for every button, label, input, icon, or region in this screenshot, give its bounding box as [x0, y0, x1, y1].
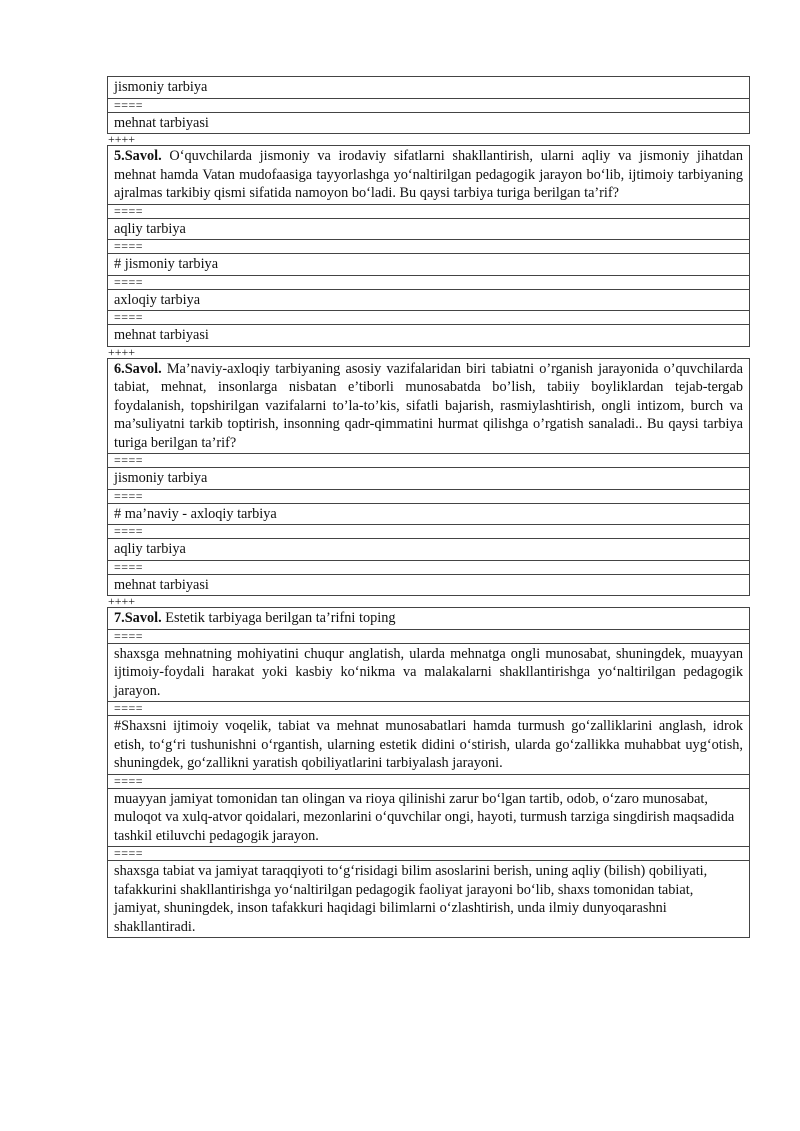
block-divider: ++++ — [108, 594, 136, 608]
question-text — [108, 146, 749, 204]
separator-row: ==== — [108, 774, 749, 788]
question-block — [107, 145, 750, 347]
separator-row: ==== — [108, 310, 749, 324]
question-text — [108, 359, 749, 454]
separator-row: ==== — [108, 489, 749, 503]
separator-row: ==== — [108, 275, 749, 289]
answer-option: axloqiy tarbiya — [108, 289, 749, 311]
answer-option: aqliy tarbiya — [108, 538, 749, 560]
separator-row: ==== — [108, 239, 749, 253]
answer-option: shaxsga tabiat va jamiyat taraqqiyoti to‘g‘risidagi bilim asoslarini berish, uning aqliy (bilish) qobiliyati, tafakkurini shakllantirishga yo‘naltirilgan pedagogik faoliyat jarayoni bo‘lib, shaxs tomonidan tabiat, jamiyat, shuningdek, inson tafakkuri haqidagi bilimlarni o‘zlashtirish, unda ilmiy dunyoqarashni shakllantiradi. — [108, 860, 749, 937]
separator-row: ==== — [108, 629, 749, 643]
document-body — [107, 76, 750, 938]
question-text — [108, 608, 749, 629]
answer-option: #Shaxsni ijtimoiy voqelik, tabiat va mehnat munosabatlari hamda turmush go‘zalliklarini anglash, idrok etish, to‘g‘ri tushunishni o‘rgantish, ularning estetik didini o‘stirish, ularda go‘zallikka muhabbat uyg‘otish, shuningdek, go‘zallikni yaratish qobiliyatlarini tarbiyalash jarayoni. — [108, 715, 749, 774]
question-number: 7.Savol. — [114, 610, 162, 626]
answer-option: aqliy tarbiya — [108, 218, 749, 240]
answer-option: mehnat tarbiyasi — [108, 574, 749, 596]
separator-row: ==== — [108, 846, 749, 860]
question-body: Ma’naviy-axloqiy tarbiyaning asosiy vazifalaridan biri tabiatni o’rganish jarayonida o’quvchilarda tabiat, mehnat, insonlarga nisbatan e’tiborli munosabatda bo’lish, tabiiy boyliklardan tejab-tergab foydalanish, topshirilgan vazifalarni to’la-to’kis, sifatli bajarish, rasmiylashtirish, ongli intizom, burch va ma’suliyatni tarkib toptirish, insonning qadr-qimmatini hurmat qilishga o’rgatish sanaladi.. Bu qaysi tarbiya turiga berilgan ta’rif? — [114, 360, 743, 451]
block-divider: ++++ — [108, 344, 136, 359]
question-body: Estetik tarbiyaga berilgan ta’rifni toping — [161, 610, 396, 626]
answer-option: # ma’naviy - axloqiy tarbiya — [108, 503, 749, 525]
separator-row: ==== — [108, 524, 749, 538]
question-body: O‘quvchilarda jismoniy va irodaviy sifatlarni shakllantirish, ularni aqliy va jismoniy jihatdan mehnat hamda Vatan mudofaasiga tayyorlashga yo‘naltirilgan pedagogik jarayon bo‘lib, ijtimoiy tarbiyaning ajralmas tarkibiy qismi sifatida namoyon bo‘ladi. Bu qaysi tarbiya turiga berilgan ta’rif? — [114, 148, 743, 201]
separator-row: ==== — [108, 560, 749, 574]
block-divider: ++++ — [108, 132, 136, 146]
separator-row: ==== — [108, 453, 749, 467]
answer-option: mehnat tarbiyasi — [108, 112, 749, 134]
question-block — [107, 76, 750, 134]
answer-option: jismoniy tarbiya — [114, 79, 208, 95]
answer-option: # jismoniy tarbiya — [108, 253, 749, 275]
separator-row: ==== — [108, 701, 749, 715]
answer-option: muayyan jamiyat tomonidan tan olingan va rioya qilinishi zarur bo‘lgan tartib, odob, o‘zaro munosabat, muloqot va xulq-atvor qoidalari, mezonlarini o‘quvchilar ongi, hayoti, turmush tarziga singdirish maqsadida tashkil etiluvchi pedagogik jarayon. — [108, 788, 749, 847]
answer-option: mehnat tarbiyasi — [108, 324, 749, 346]
separator-row: ==== — [108, 204, 749, 218]
question-number: 6.Savol. — [114, 360, 162, 377]
answer-option: shaxsga mehnatning mohiyatini chuqur anglatish, ularda mehnatga ongli munosabat, shuningdek, muayyan ijtimoiy-foydali harakat yoki kasbiy ko‘nikma va malakalarni shakllantirishga yo‘naltirilgan pedagogik jarayon. — [108, 643, 749, 702]
question-block — [107, 607, 750, 938]
separator-row: ==== — [108, 98, 749, 112]
question-block — [107, 358, 750, 597]
question-number: 5.Savol. — [114, 148, 162, 164]
answer-option: jismoniy tarbiya — [108, 467, 749, 489]
